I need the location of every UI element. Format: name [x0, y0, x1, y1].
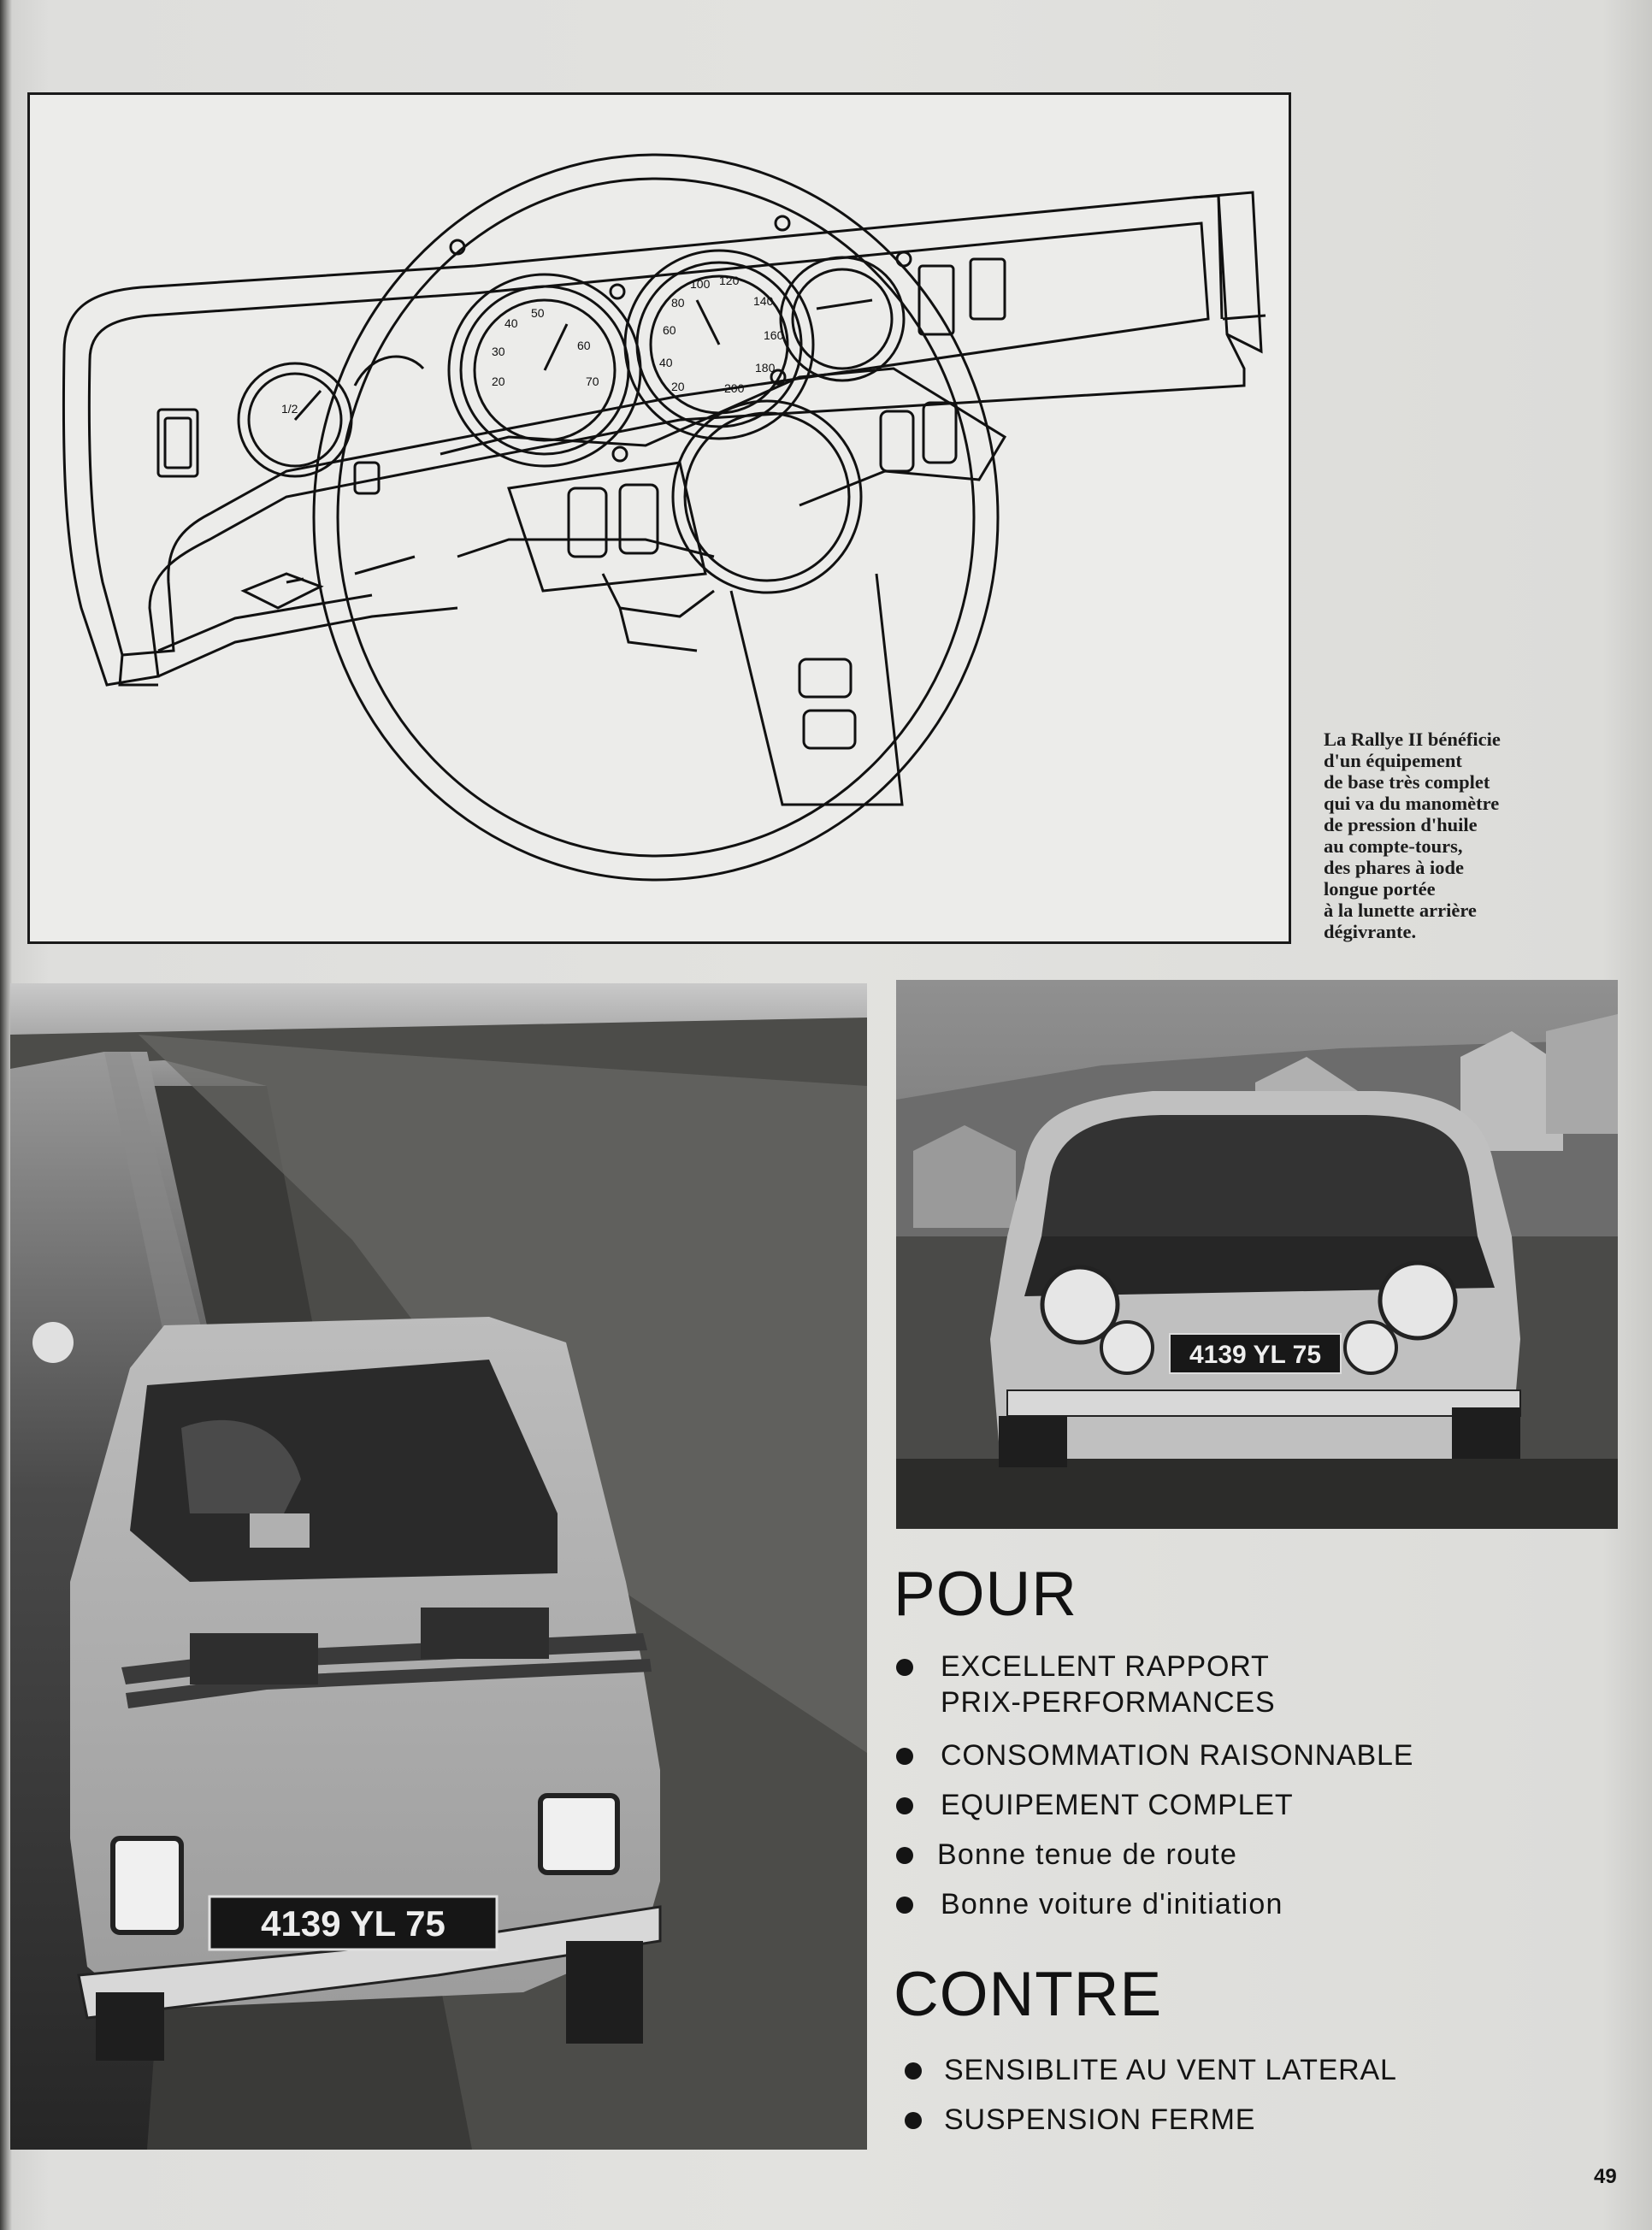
pour-item-1-line-1: EXCELLENT RAPPORT	[941, 1650, 1270, 1683]
caption-line: de pression d'huile	[1324, 814, 1478, 835]
svg-text:50: 50	[531, 306, 545, 320]
caption-line: des phares à iode	[1324, 857, 1464, 878]
pour-item-2: CONSOMMATION RAISONNABLE	[941, 1739, 1414, 1772]
pour-heading: POUR	[894, 1560, 1077, 1629]
pour-item-4: Bonne tenue de route	[937, 1838, 1238, 1871]
svg-text:120: 120	[719, 274, 740, 287]
svg-text:20: 20	[671, 380, 685, 393]
bullet-icon	[896, 1847, 913, 1864]
svg-text:60: 60	[663, 323, 676, 337]
bullet-icon	[896, 1797, 913, 1814]
svg-text:180: 180	[755, 361, 776, 375]
bullet-icon	[896, 1897, 913, 1914]
front-license-plate: 4139 YL 75	[1189, 1341, 1322, 1369]
contre-item-2: SUSPENSION FERME	[944, 2103, 1256, 2136]
svg-text:20: 20	[492, 375, 505, 388]
svg-text:200: 200	[724, 381, 745, 395]
front-car-photo	[896, 980, 1618, 1529]
svg-text:160: 160	[764, 328, 784, 342]
bullet-icon	[896, 1659, 913, 1676]
contre-item-1: SENSIBLITE AU VENT LATERAL	[944, 2054, 1397, 2086]
dashboard-drawing	[30, 95, 1291, 944]
caption-line: au compte-tours,	[1324, 835, 1463, 857]
caption-line: à la lunette arrière	[1324, 900, 1477, 921]
caption-line: de base très complet	[1324, 771, 1490, 793]
rear-license-plate: 4139 YL 75	[261, 1903, 445, 1944]
svg-text:40: 40	[659, 356, 673, 369]
svg-text:80: 80	[671, 296, 685, 310]
bullet-icon	[905, 2112, 922, 2129]
caption-line: qui va du manomètre	[1324, 793, 1500, 814]
caption-line: d'un équipement	[1324, 750, 1462, 771]
svg-text:70: 70	[586, 375, 599, 388]
svg-text:140: 140	[753, 294, 774, 308]
svg-text:100: 100	[690, 277, 711, 291]
illustration-caption	[1324, 729, 1614, 942]
caption-line: dégivrante.	[1324, 921, 1417, 942]
dashboard-illustration	[27, 92, 1291, 944]
front-car-drawing	[896, 980, 1618, 1529]
caption-line: La Rallye II bénéficie	[1324, 729, 1501, 750]
pour-item-1-line-2: PRIX-PERFORMANCES	[941, 1686, 1276, 1719]
svg-text:40: 40	[504, 316, 518, 330]
rear-car-drawing	[10, 983, 867, 2150]
contre-heading: CONTRE	[894, 1960, 1163, 2029]
page-number: 49	[1594, 2165, 1617, 2188]
svg-text:60: 60	[577, 339, 591, 352]
pour-item-5: Bonne voiture d'initiation	[941, 1888, 1283, 1920]
pour-item-3: EQUIPEMENT COMPLET	[941, 1789, 1294, 1821]
caption-line: longue portée	[1324, 878, 1436, 900]
rear-car-photo	[10, 983, 867, 2150]
fuel-label: 1/2	[281, 402, 298, 416]
svg-text:30: 30	[492, 345, 505, 358]
bullet-icon	[896, 1748, 913, 1765]
bullet-icon	[905, 2062, 922, 2080]
